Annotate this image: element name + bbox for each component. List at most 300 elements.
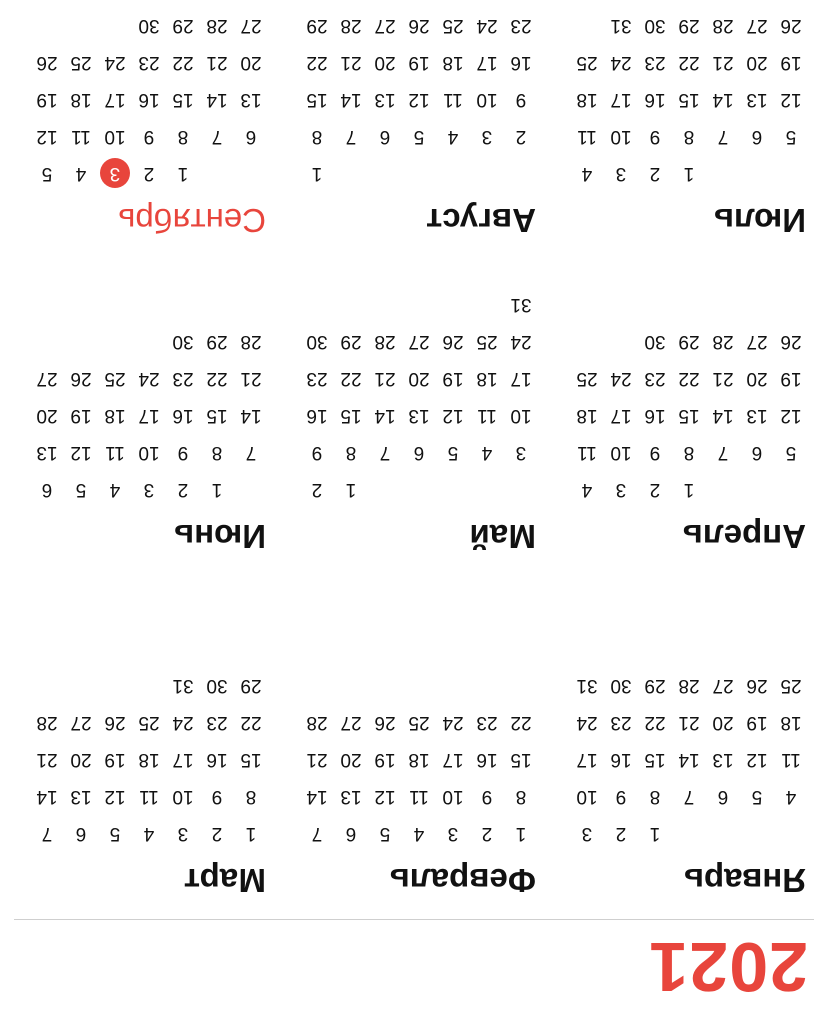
day-cell[interactable]: 15 xyxy=(644,749,666,770)
day-cell[interactable]: 19 xyxy=(408,52,430,73)
month-september[interactable] xyxy=(16,7,268,238)
day-cell[interactable]: 12 xyxy=(780,405,802,426)
day-cell[interactable]: 20 xyxy=(746,368,768,389)
day-cell[interactable]: 6 xyxy=(413,442,425,463)
day-cell[interactable]: 2 xyxy=(481,823,493,844)
day-cell[interactable]: 16 xyxy=(644,405,666,426)
day-cell[interactable]: 28 xyxy=(712,15,734,36)
day-cell[interactable]: 1 xyxy=(345,479,357,500)
day-cell[interactable]: 20 xyxy=(712,712,734,733)
day-cell[interactable]: 12 xyxy=(408,89,430,110)
day-cell[interactable]: 10 xyxy=(576,786,598,807)
day-cell[interactable]: 14 xyxy=(36,786,58,807)
day-cell[interactable]: 10 xyxy=(476,89,498,110)
day-cell[interactable]: 11 xyxy=(577,126,597,147)
day-cell[interactable]: 7 xyxy=(245,442,257,463)
day-cell[interactable]: 14 xyxy=(306,786,328,807)
day-cell[interactable]: 18 xyxy=(476,368,498,389)
day-cell[interactable]: 26 xyxy=(36,52,58,73)
day-cell[interactable] xyxy=(470,0,504,7)
day-cell[interactable]: 27 xyxy=(340,712,362,733)
month-title: Март xyxy=(183,862,266,899)
day-cell[interactable]: 29 xyxy=(240,675,262,696)
day-cell[interactable]: 7 xyxy=(345,126,357,147)
day-cell[interactable]: 21 xyxy=(340,52,362,73)
day-cell[interactable]: 22 xyxy=(172,52,194,73)
month-august[interactable] xyxy=(286,0,538,238)
day-cell[interactable]: 22 xyxy=(306,52,328,73)
day-cell[interactable]: 17 xyxy=(576,749,598,770)
day-cell[interactable]: 15 xyxy=(172,89,194,110)
day-cell[interactable]: 4 xyxy=(581,163,593,184)
day-cell[interactable]: 23 xyxy=(510,15,532,36)
day-cell[interactable]: 23 xyxy=(138,52,160,73)
month-title: Май xyxy=(469,518,536,555)
day-cell[interactable]: 13 xyxy=(374,89,396,110)
day-cell[interactable]: 22 xyxy=(678,368,700,389)
day-cell[interactable]: 8 xyxy=(311,126,323,147)
day-cell[interactable]: 26 xyxy=(746,675,768,696)
day-cell[interactable]: 10 xyxy=(610,126,632,147)
day-cell[interactable]: 1 xyxy=(683,163,695,184)
day-cell[interactable]: 3 xyxy=(581,823,593,844)
day-cell[interactable]: 24 xyxy=(610,368,632,389)
day-cell[interactable]: 28 xyxy=(374,331,396,352)
day-cell[interactable]: 22 xyxy=(206,368,228,389)
day-cell[interactable] xyxy=(504,0,538,7)
day-cell[interactable]: 18 xyxy=(780,712,802,733)
day-cell[interactable]: 13 xyxy=(340,786,362,807)
day-cell[interactable]: 24 xyxy=(172,712,194,733)
day-cell[interactable]: 20 xyxy=(36,405,58,426)
day-cell[interactable]: 10 xyxy=(610,442,632,463)
day-cell[interactable]: 23 xyxy=(476,712,498,733)
day-cell[interactable]: 6 xyxy=(245,126,257,147)
day-cell[interactable]: 14 xyxy=(678,749,700,770)
day-cell[interactable]: 4 xyxy=(481,442,493,463)
day-cell[interactable]: 9 xyxy=(649,126,661,147)
day-cell[interactable]: 27 xyxy=(712,675,734,696)
day-cell[interactable]: 21 xyxy=(206,52,228,73)
month-january[interactable] xyxy=(556,667,808,898)
day-cell[interactable]: 12 xyxy=(36,126,58,147)
day-cell[interactable]: 21 xyxy=(712,52,734,73)
day-cell[interactable]: 29 xyxy=(306,15,328,36)
day-cell[interactable]: 11 xyxy=(477,405,497,426)
day-cell[interactable]: 25 xyxy=(138,712,160,733)
day-cell[interactable]: 1 xyxy=(515,823,527,844)
day-cell[interactable]: 27 xyxy=(70,712,92,733)
day-cell[interactable]: 12 xyxy=(70,442,92,463)
day-cell[interactable]: 6 xyxy=(379,126,391,147)
day-cell[interactable]: 4 xyxy=(75,163,87,184)
day-cell[interactable]: 24 xyxy=(576,712,598,733)
day-cell[interactable]: 14 xyxy=(206,89,228,110)
day-cell[interactable]: 30 xyxy=(610,675,632,696)
day-cell[interactable]: 17 xyxy=(610,89,632,110)
today-day-cell[interactable]: 3 xyxy=(98,155,132,192)
day-cell[interactable]: 20 xyxy=(70,749,92,770)
day-cell[interactable]: 12 xyxy=(780,89,802,110)
day-cell[interactable]: 25 xyxy=(476,331,498,352)
day-cell[interactable]: 28 xyxy=(240,331,262,352)
day-cell[interactable]: 8 xyxy=(515,786,527,807)
day-cell[interactable]: 5 xyxy=(785,442,797,463)
day-cell[interactable]: 15 xyxy=(306,89,328,110)
day-cell[interactable]: 31 xyxy=(172,675,194,696)
day-cell[interactable]: 25 xyxy=(576,368,598,389)
day-cell[interactable]: 26 xyxy=(442,331,464,352)
day-cell[interactable]: 5 xyxy=(41,163,53,184)
day-cell[interactable]: 30 xyxy=(172,331,194,352)
day-cell[interactable]: 11 xyxy=(781,749,801,770)
day-cell[interactable]: 18 xyxy=(442,52,464,73)
month-april[interactable] xyxy=(556,323,808,554)
day-cell[interactable]: 5 xyxy=(109,823,121,844)
day-cell[interactable]: 2 xyxy=(211,823,223,844)
day-cell[interactable]: 13 xyxy=(408,405,430,426)
day-cell[interactable]: 7 xyxy=(717,126,729,147)
day-cell[interactable]: 28 xyxy=(206,15,228,36)
day-cell[interactable]: 9 xyxy=(211,786,223,807)
day-cell[interactable]: 17 xyxy=(610,405,632,426)
day-cell[interactable]: 29 xyxy=(678,331,700,352)
day-cell[interactable]: 25 xyxy=(408,712,430,733)
day-cell[interactable]: 3 xyxy=(615,479,627,500)
month-title: Январь xyxy=(683,862,806,899)
day-cell[interactable]: 26 xyxy=(408,15,430,36)
day-cell[interactable]: 15 xyxy=(206,405,228,426)
day-cell[interactable]: 2 xyxy=(515,126,527,147)
day-cell[interactable]: 30 xyxy=(644,331,666,352)
day-cell[interactable]: 11 xyxy=(139,786,159,807)
day-cell[interactable]: 7 xyxy=(379,442,391,463)
day-cell[interactable]: 25 xyxy=(442,15,464,36)
day-cell[interactable]: 7 xyxy=(211,126,223,147)
empty-day-cell xyxy=(200,155,234,192)
day-cell[interactable]: 29 xyxy=(678,15,700,36)
month-title: Август xyxy=(426,202,536,239)
day-cell[interactable]: 5 xyxy=(447,442,459,463)
day-cell[interactable]: 6 xyxy=(41,479,53,500)
day-cell[interactable]: 8 xyxy=(245,786,257,807)
day-cell[interactable]: 8 xyxy=(345,442,357,463)
month-may[interactable] xyxy=(286,286,538,554)
day-cell[interactable]: 28 xyxy=(340,15,362,36)
day-cell[interactable]: 20 xyxy=(340,749,362,770)
day-cell[interactable]: 10 xyxy=(172,786,194,807)
day-cell[interactable]: 10 xyxy=(104,126,126,147)
day-cell[interactable]: 10 xyxy=(442,786,464,807)
day-cell[interactable]: 27 xyxy=(746,331,768,352)
day-cell[interactable]: 3 xyxy=(143,479,155,500)
day-cell[interactable]: 15 xyxy=(678,405,700,426)
day-cell[interactable]: 6 xyxy=(75,823,87,844)
day-cell[interactable]: 22 xyxy=(510,712,532,733)
month-february[interactable] xyxy=(286,704,538,898)
day-cell[interactable]: 19 xyxy=(374,749,396,770)
day-cell[interactable]: 19 xyxy=(780,52,802,73)
empty-day-cell xyxy=(774,155,808,192)
month-title: Июнь xyxy=(173,518,266,555)
day-cell[interactable]: 23 xyxy=(610,712,632,733)
day-cell[interactable]: 22 xyxy=(644,712,666,733)
day-cell[interactable]: 16 xyxy=(610,749,632,770)
day-cell[interactable]: 21 xyxy=(374,368,396,389)
month-day-grid xyxy=(286,0,538,192)
day-cell[interactable]: 16 xyxy=(172,405,194,426)
day-cell[interactable]: 2 xyxy=(649,163,661,184)
day-cell[interactable]: 19 xyxy=(104,749,126,770)
day-cell[interactable]: 12 xyxy=(104,786,126,807)
day-cell[interactable]: 15 xyxy=(240,749,262,770)
day-cell[interactable]: 19 xyxy=(442,368,464,389)
day-cell[interactable]: 20 xyxy=(240,52,262,73)
day-cell[interactable]: 15 xyxy=(510,749,532,770)
day-cell[interactable]: 21 xyxy=(712,368,734,389)
day-cell[interactable]: 23 xyxy=(644,368,666,389)
day-cell[interactable]: 24 xyxy=(442,712,464,733)
day-cell[interactable]: 17 xyxy=(172,749,194,770)
day-cell[interactable]: 2 xyxy=(311,479,323,500)
day-cell[interactable]: 23 xyxy=(172,368,194,389)
day-cell[interactable]: 16 xyxy=(206,749,228,770)
day-cell[interactable]: 16 xyxy=(306,405,328,426)
day-cell[interactable]: 18 xyxy=(408,749,430,770)
day-cell[interactable]: 25 xyxy=(70,52,92,73)
day-cell[interactable]: 15 xyxy=(678,89,700,110)
empty-day-cell xyxy=(672,815,706,852)
day-cell[interactable]: 26 xyxy=(374,712,396,733)
day-cell[interactable]: 16 xyxy=(138,89,160,110)
day-cell[interactable]: 13 xyxy=(712,749,734,770)
day-cell[interactable]: 22 xyxy=(340,368,362,389)
day-cell[interactable]: 25 xyxy=(780,675,802,696)
month-title: Апрель xyxy=(682,518,806,555)
day-cell[interactable]: 21 xyxy=(240,368,262,389)
day-cell[interactable]: 28 xyxy=(36,712,58,733)
day-cell[interactable]: 27 xyxy=(408,331,430,352)
day-cell[interactable]: 25 xyxy=(104,368,126,389)
day-cell[interactable]: 19 xyxy=(70,405,92,426)
day-cell[interactable]: 12 xyxy=(442,405,464,426)
day-cell[interactable]: 1 xyxy=(245,823,257,844)
day-cell[interactable]: 22 xyxy=(240,712,262,733)
day-cell[interactable]: 23 xyxy=(644,52,666,73)
day-cell[interactable]: 11 xyxy=(577,442,597,463)
day-cell[interactable]: 24 xyxy=(476,15,498,36)
day-cell[interactable]: 10 xyxy=(510,405,532,426)
day-cell[interactable]: 1 xyxy=(683,479,695,500)
day-cell[interactable]: 29 xyxy=(340,331,362,352)
day-cell[interactable]: 18 xyxy=(576,89,598,110)
day-cell[interactable]: 30 xyxy=(644,15,666,36)
day-cell[interactable]: 21 xyxy=(36,749,58,770)
day-cell[interactable]: 13 xyxy=(36,442,58,463)
day-cell[interactable]: 16 xyxy=(476,749,498,770)
day-cell[interactable]: 13 xyxy=(240,89,262,110)
day-cell[interactable]: 5 xyxy=(413,126,425,147)
day-cell[interactable]: 3 xyxy=(177,823,189,844)
day-cell[interactable]: 6 xyxy=(751,126,763,147)
day-cell[interactable]: 26 xyxy=(104,712,126,733)
day-cell[interactable]: 14 xyxy=(240,405,262,426)
day-cell[interactable]: 1 xyxy=(311,163,323,184)
day-cell[interactable]: 3 xyxy=(481,126,493,147)
day-cell[interactable]: 18 xyxy=(576,405,598,426)
day-cell[interactable]: 15 xyxy=(340,405,362,426)
day-cell[interactable]: 8 xyxy=(683,126,695,147)
day-cell[interactable]: 20 xyxy=(408,368,430,389)
day-cell[interactable]: 9 xyxy=(311,442,323,463)
day-cell[interactable]: 27 xyxy=(36,368,58,389)
day-cell[interactable]: 6 xyxy=(345,823,357,844)
day-cell[interactable]: 8 xyxy=(683,442,695,463)
day-cell[interactable]: 3 xyxy=(447,823,459,844)
day-cell[interactable]: 13 xyxy=(746,405,768,426)
empty-day-cell xyxy=(706,155,740,192)
day-cell[interactable]: 8 xyxy=(649,786,661,807)
month-march[interactable] xyxy=(16,667,268,898)
day-cell[interactable]: 20 xyxy=(746,52,768,73)
day-cell[interactable]: 14 xyxy=(374,405,396,426)
day-cell[interactable]: 9 xyxy=(481,786,493,807)
day-cell[interactable]: 5 xyxy=(75,479,87,500)
day-cell[interactable]: 17 xyxy=(442,749,464,770)
day-cell[interactable]: 4 xyxy=(109,479,121,500)
day-cell[interactable]: 5 xyxy=(751,786,763,807)
day-cell[interactable]: 28 xyxy=(306,712,328,733)
day-cell[interactable]: 4 xyxy=(143,823,155,844)
day-cell[interactable]: 24 xyxy=(510,331,532,352)
day-cell[interactable]: 29 xyxy=(644,675,666,696)
day-cell[interactable]: 19 xyxy=(780,368,802,389)
day-cell[interactable]: 5 xyxy=(379,823,391,844)
day-cell[interactable]: 17 xyxy=(510,368,532,389)
day-cell[interactable]: 8 xyxy=(211,442,223,463)
day-cell[interactable]: 26 xyxy=(780,331,802,352)
day-cell[interactable]: 11 xyxy=(105,442,125,463)
day-cell[interactable]: 16 xyxy=(644,89,666,110)
day-cell[interactable]: 9 xyxy=(649,442,661,463)
day-cell[interactable]: 23 xyxy=(306,368,328,389)
day-cell[interactable]: 12 xyxy=(746,749,768,770)
day-cell[interactable]: 2 xyxy=(143,163,155,184)
day-cell[interactable]: 6 xyxy=(717,786,729,807)
day-cell[interactable]: 31 xyxy=(610,15,632,36)
day-cell[interactable]: 26 xyxy=(70,368,92,389)
day-cell[interactable]: 4 xyxy=(581,479,593,500)
day-cell[interactable]: 27 xyxy=(374,15,396,36)
day-cell[interactable]: 23 xyxy=(206,712,228,733)
day-cell[interactable]: 19 xyxy=(746,712,768,733)
day-cell[interactable]: 24 xyxy=(104,52,126,73)
empty-day-cell xyxy=(706,471,740,508)
day-cell[interactable]: 21 xyxy=(678,712,700,733)
day-cell[interactable]: 9 xyxy=(143,126,155,147)
day-cell[interactable]: 7 xyxy=(683,786,695,807)
day-cell[interactable]: 9 xyxy=(177,442,189,463)
day-cell[interactable]: 10 xyxy=(138,442,160,463)
month-june[interactable] xyxy=(16,323,268,554)
day-cell[interactable]: 27 xyxy=(746,15,768,36)
day-cell[interactable]: 4 xyxy=(413,823,425,844)
day-cell[interactable]: 11 xyxy=(71,126,91,147)
day-cell[interactable]: 16 xyxy=(510,52,532,73)
day-cell[interactable]: 18 xyxy=(138,749,160,770)
day-cell[interactable]: 2 xyxy=(649,479,661,500)
month-day-grid xyxy=(16,7,268,192)
day-cell[interactable]: 11 xyxy=(443,89,463,110)
day-cell[interactable]: 24 xyxy=(138,368,160,389)
day-cell[interactable]: 3 xyxy=(615,163,627,184)
day-cell[interactable]: 1 xyxy=(649,823,661,844)
day-cell[interactable]: 5 xyxy=(785,126,797,147)
day-cell[interactable]: 30 xyxy=(206,675,228,696)
day-cell[interactable]: 26 xyxy=(780,15,802,36)
day-cell[interactable]: 27 xyxy=(240,15,262,36)
day-cell[interactable]: 6 xyxy=(751,442,763,463)
day-cell[interactable]: 8 xyxy=(177,126,189,147)
day-cell[interactable]: 19 xyxy=(36,89,58,110)
day-cell[interactable]: 3 xyxy=(515,442,527,463)
day-cell[interactable]: 30 xyxy=(306,331,328,352)
day-cell[interactable]: 14 xyxy=(712,89,734,110)
day-cell[interactable]: 4 xyxy=(447,126,459,147)
day-cell[interactable]: 24 xyxy=(610,52,632,73)
day-cell[interactable]: 28 xyxy=(712,331,734,352)
day-cell[interactable]: 29 xyxy=(172,15,194,36)
day-cell[interactable]: 17 xyxy=(138,405,160,426)
day-cell[interactable]: 31 xyxy=(576,675,598,696)
day-cell[interactable]: 2 xyxy=(177,479,189,500)
day-cell[interactable]: 25 xyxy=(576,52,598,73)
day-cell[interactable]: 18 xyxy=(104,405,126,426)
day-cell[interactable]: 13 xyxy=(70,786,92,807)
day-cell[interactable]: 7 xyxy=(717,442,729,463)
day-cell[interactable]: 17 xyxy=(104,89,126,110)
day-cell[interactable]: 4 xyxy=(785,786,797,807)
day-cell[interactable]: 29 xyxy=(206,331,228,352)
day-cell[interactable]: 28 xyxy=(678,675,700,696)
day-cell[interactable]: 30 xyxy=(138,15,160,36)
day-cell[interactable]: 2 xyxy=(615,823,627,844)
empty-day-cell xyxy=(368,155,402,192)
day-cell[interactable]: 1 xyxy=(211,479,223,500)
header-divider xyxy=(14,919,814,920)
day-cell[interactable]: 21 xyxy=(306,749,328,770)
empty-day-cell xyxy=(740,815,774,852)
day-cell[interactable]: 22 xyxy=(678,52,700,73)
day-cell[interactable]: 13 xyxy=(746,89,768,110)
empty-day-cell xyxy=(402,155,436,192)
day-cell[interactable]: 12 xyxy=(374,786,396,807)
day-cell[interactable]: 9 xyxy=(615,786,627,807)
day-cell[interactable]: 14 xyxy=(712,405,734,426)
day-cell[interactable]: 11 xyxy=(409,786,429,807)
day-cell[interactable]: 20 xyxy=(374,52,396,73)
day-cell[interactable]: 18 xyxy=(70,89,92,110)
day-cell[interactable]: 7 xyxy=(41,823,53,844)
day-cell[interactable]: 9 xyxy=(515,89,527,110)
empty-day-cell xyxy=(740,471,774,508)
day-cell[interactable]: 17 xyxy=(476,52,498,73)
month-july[interactable] xyxy=(556,7,808,238)
day-cell[interactable]: 14 xyxy=(340,89,362,110)
day-cell[interactable]: 7 xyxy=(311,823,323,844)
day-cell[interactable]: 1 xyxy=(177,163,189,184)
day-cell[interactable]: 31 xyxy=(510,294,532,315)
